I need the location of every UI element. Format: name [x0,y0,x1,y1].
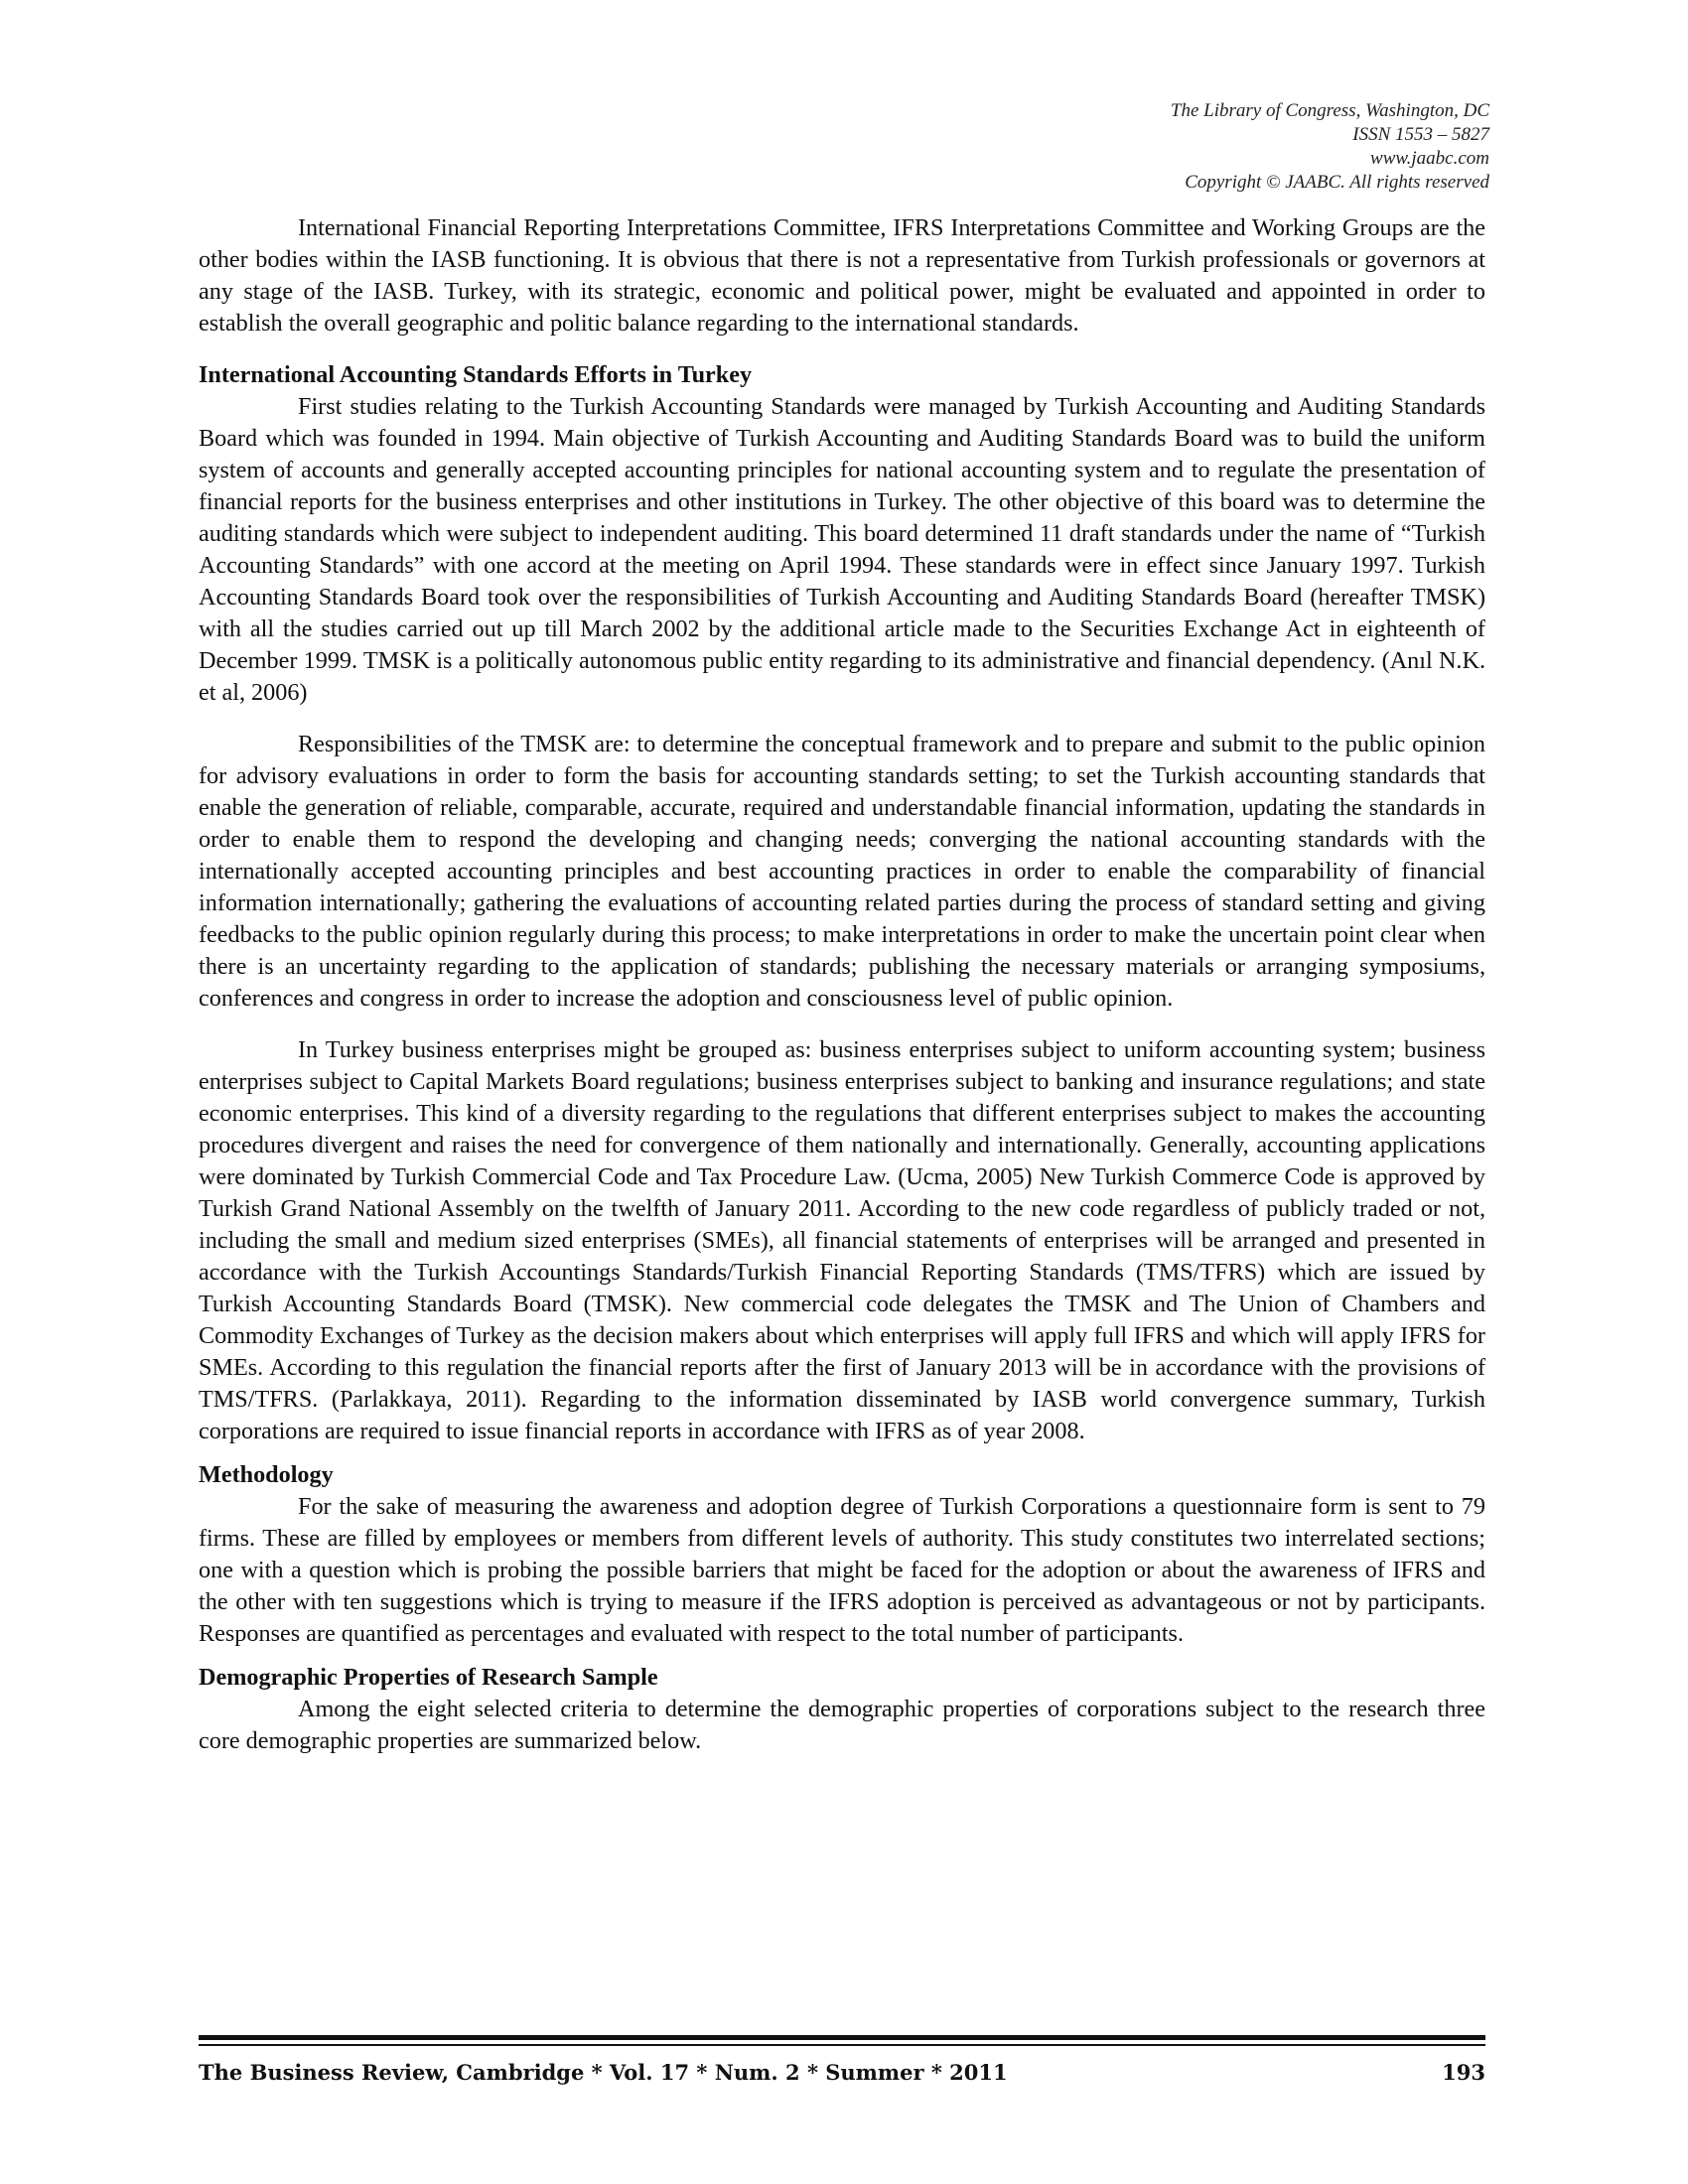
header-library-line: The Library of Congress, Washington, DC [1170,100,1489,121]
body-paragraph: In Turkey business enterprises might be grouped as: business enterprises subject to uniform accounting system; business enterprises subject to Capital Markets Board regulations; business enterprises subject to banking and insurance regulations; and state economic enterprises. This kind of a diversity regarding to the regulations that different enterprises subject to makes the accounting procedures divergent and raises the need for convergence of them nationally and internationally. Generally, accounting applications were dominated by Turkish Commercial Code and Tax Procedure Law. (Ucma, 2005) New Turkish Commerce Code is approved by Turkish Grand National Assembly on the twelfth of January 2011. According to the new code regardless of publicly traded or not, including the small and medium sized enterprises (SMEs), all financial statements of enterprises will be arranged and presented in accordance with the Turkish Accountings Standards/Turkish Financial Reporting Standards (TMS/TFRS) which are issued by Turkish Accounting Standards Board (TMSK). New commercial code delegates the TMSK and The Union of Chambers and Commodity Exchanges of Turkey as the decision makers about which enterprises will apply full IFRS and which will apply IFRS for SMEs. According to this regulation the financial reports after the first of January 2013 will be in accordance with the provisions of TMS/TFRS. (Parlakkaya, 2011). Regarding to the information disseminated by IASB world convergence summary, Turkish corporations are required to issue financial reports in accordance with IFRS as of year 2008. [199,1036,1485,1444]
section-heading-efforts-in-turkey: International Accounting Standards Efforts in Turkey [199,361,753,388]
body-paragraph: For the sake of measuring the awareness and adoption degree of Turkish Corporations a questionnaire form is sent to 79 firms. These are filled by employees or members from different levels of authority. This study constitutes two interrelated sections; one with a question which is probing the possible barriers that might be faced for the adoption or about the awareness of IFRS and the other with ten suggestions which is trying to measure if the IFRS adoption is perceived as advantageous or not by participants. Responses are quantified as percentages and evaluated with respect to the total number of participants. [199,1493,1485,1647]
section-heading-demographic-properties: Demographic Properties of Research Sample [199,1664,658,1691]
running-footer [199,2053,1485,2093]
body-paragraph: Responsibilities of the TMSK are: to determine the conceptual framework and to prepare and submit to the public opinion for advisory evaluations in order to form the basis for accounting standards setting; to set the Turkish accounting standards that enable the generation of reliable, comparable, accurate, required and understandable financial information, updating the standards in order to enable them to respond the developing and changing needs; converging the national accounting standards with the internationally accepted accounting principles and best accounting practices in order to enable the comparability of financial information internationally; gathering the evaluations of accounting related parties during the process of standard setting and giving feedbacks to the public opinion regularly during this process; to make interpretations in order to make the uncertain point clear when there is an uncertainty regarding to the application of standards; publishing the necessary materials or arranging symposiums, conferences and congress in order to increase the adoption and consciousness level of public opinion. [199,731,1485,1012]
header-issn-line: ISSN 1553 – 5827 [1352,124,1489,145]
body-paragraph: International Financial Reporting Interpretations Committee, IFRS Interpretations Committee and Working Groups are the other bodies within the IASB functioning. It is obvious that there is not a representative from Turkish professionals or governors at any stage of the IASB. Turkey, with its strategic, economic and political power, might be evaluated and appointed in order to establish the overall geographic and politic balance regarding to the international standards. [199,214,1485,337]
footer-journal-citation: The Business Review, Cambridge * Vol. 17 * Num. 2 * Summer * 2011 [199,2060,1008,2085]
header-website-line: www.jaabc.com [1370,148,1489,169]
footer-rule-thick [199,2035,1485,2040]
body-paragraph: Among the eight selected criteria to determine the demographic properties of corporations subject to the research three core demographic properties are summarized below. [199,1696,1485,1754]
page-number: 193 [1442,2060,1485,2085]
footer-rule-thin [199,2044,1485,2046]
section-heading-methodology: Methodology [199,1461,334,1488]
header-copyright-line: Copyright © JAABC. All rights reserved [1185,172,1489,193]
article-body [199,212,1485,1757]
running-header [794,99,1489,195]
body-paragraph: First studies relating to the Turkish Accounting Standards were managed by Turkish Accounting and Auditing Standards Board which was founded in 1994. Main objective of Turkish Accounting and Auditing Standards Board was to build the uniform system of accounts and generally accepted accounting principles for national accounting system and to regulate the presentation of financial reports for the business enterprises and other institutions in Turkey. The other objective of this board was to determine the auditing standards which were subject to independent auditing. This board determined 11 draft standards under the name of “Turkish Accounting Standards” with one accord at the meeting on April 1994. These standards were in effect since January 1997. Turkish Accounting Standards Board took over the responsibilities of Turkish Accounting and Auditing Standards Board (hereafter TMSK) with all the studies carried out up till March 2002 by the additional article made to the Securities Exchange Act in eighteenth of December 1999. TMSK is a politically autonomous public entity regarding to its administrative and financial dependency. (Anıl N.K. et al, 2006) [199,393,1485,706]
